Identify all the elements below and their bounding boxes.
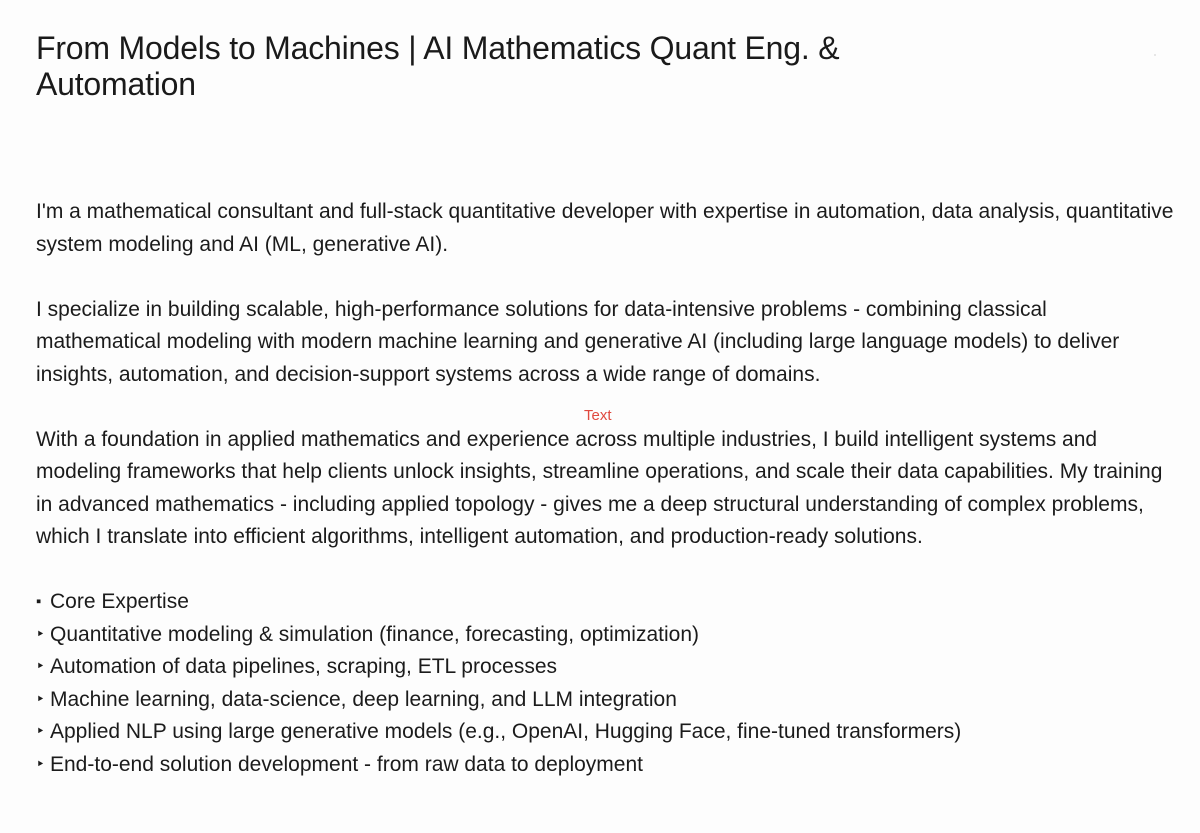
expertise-heading (36, 586, 1176, 619)
triangle-bullet-icon: ‣ (36, 658, 45, 675)
expertise-list (36, 586, 1176, 781)
description-body[interactable] (36, 196, 1176, 781)
list-item (36, 651, 1176, 684)
list-item (36, 619, 1176, 652)
list-item-label: Automation of data pipelines, scraping, ETL processes (50, 655, 558, 678)
list-item-label: Quantitative modeling & simulation (finance, forecasting, optimization) (50, 622, 699, 646)
triangle-bullet-icon: ‣ (36, 755, 45, 773)
triangle-bullet-icon: ‣ (36, 690, 45, 708)
list-item (36, 716, 1176, 749)
expertise-heading-label: Core Expertise (50, 590, 189, 613)
list-item-label: Machine learning, data-science, deep learning, and LLM integration (50, 687, 677, 711)
list-item-label: Applied NLP using large generative models (e.g., OpenAI, Hugging Face, fine-tuned transformers) (50, 720, 962, 743)
list-item (36, 749, 1176, 782)
specialization-paragraph: I specialize in building scalable, high-performance solutions for data-intensive problems - combining classical mathematical modeling with modern machine learning and generative AI (including large language models) to deliver insights, automation, and decision-support systems across a wide range of domains. (36, 297, 1120, 386)
triangle-bullet-icon: ‣ (36, 625, 45, 643)
page-title: From Models to Machines | AI Mathematics Quant Eng. & Automation (36, 30, 840, 102)
triangle-bullet-icon: ‣ (36, 723, 45, 740)
list-item-label: End-to-end solution development - from raw data to deployment (50, 752, 643, 776)
intro-paragraph: I'm a mathematical consultant and full-stack quantitative developer with expertise in automation, data analysis, quantitative system modeling and AI (ML, generative AI). (36, 200, 1174, 256)
list-item (36, 684, 1176, 717)
foundation-paragraph: With a foundation in applied mathematics and experience across multiple industries, I build intelligent systems and modeling frameworks that help clients unlock insights, streamline operations, and scale their data capabilities. My training in advanced mathematics - including applied topology - gives me a deep structural understanding of complex problems, which I translate into efficient algorithms, intelligent automation, and production-ready solutions. (36, 427, 1163, 548)
corner-dot (1154, 54, 1156, 56)
text-field-label: Text (584, 407, 612, 424)
square-bullet-icon: ▪ (36, 593, 42, 610)
